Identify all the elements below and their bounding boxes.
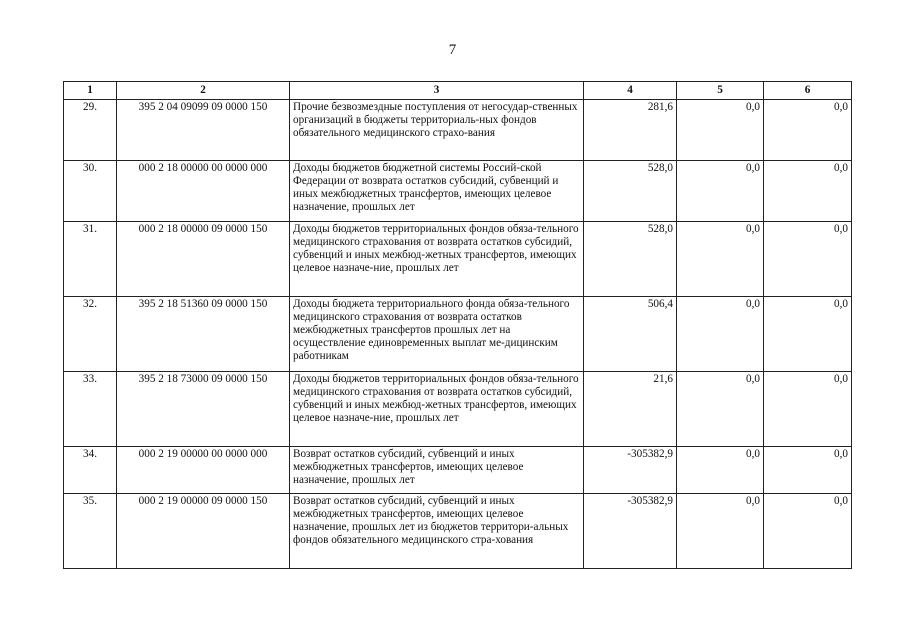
value-col-4: 528,0 (584, 222, 677, 297)
value-col-6: 0,0 (764, 494, 852, 569)
value-col-4: 528,0 (584, 161, 677, 222)
value-col-6: 0,0 (764, 161, 852, 222)
header-row (64, 82, 852, 100)
value-col-5: 0,0 (677, 447, 764, 494)
value-col-4: -305382,9 (584, 447, 677, 494)
budget-code: 000 2 19 00000 09 0000 150 (117, 494, 290, 569)
row-number: 30. (64, 161, 117, 222)
income-name: Возврат остатков субсидий, субвенций и иных межбюджетных трансфертов, имеющих целевое назначение, прошлых лет (290, 447, 584, 494)
budget-table (63, 81, 852, 569)
value-col-5: 0,0 (677, 372, 764, 447)
column-header-2: 2 (117, 82, 290, 100)
budget-code: 000 2 19 00000 00 0000 000 (117, 447, 290, 494)
table-row (64, 222, 852, 297)
row-number: 33. (64, 372, 117, 447)
value-col-6: 0,0 (764, 100, 852, 161)
table-row (64, 297, 852, 372)
value-col-6: 0,0 (764, 372, 852, 447)
table-row (64, 100, 852, 161)
value-col-6: 0,0 (764, 222, 852, 297)
value-col-5: 0,0 (677, 100, 764, 161)
table-row (64, 447, 852, 494)
income-name: Прочие безвозмездные поступления от негосудар-ственных организаций в бюджеты территориаль-ных фондов обязательного медицинского страхо-вания (290, 100, 584, 161)
value-col-4: 506,4 (584, 297, 677, 372)
income-name: Доходы бюджетов территориальных фондов обяза-тельного медицинского страхования от возврата остатков субсидий, субвенций и иных межбюд-жетных трансфертов, имеющих целевое назначе-ние, прошлых лет (290, 222, 584, 297)
value-col-5: 0,0 (677, 494, 764, 569)
row-number: 31. (64, 222, 117, 297)
row-number: 35. (64, 494, 117, 569)
budget-code: 000 2 18 00000 09 0000 150 (117, 222, 290, 297)
column-header-6: 6 (764, 82, 852, 100)
budget-code: 395 2 04 09099 09 0000 150 (117, 100, 290, 161)
column-header-3: 3 (290, 82, 584, 100)
table-row (64, 161, 852, 222)
income-name: Доходы бюджетов территориальных фондов обяза-тельного медицинского страхования от возврата остатков субсидий, субвенций и иных межбюд-жетных трансфертов, имеющих целевое назначе-ние, прошлых лет (290, 372, 584, 447)
value-col-5: 0,0 (677, 222, 764, 297)
table-row (64, 494, 852, 569)
table-row (64, 372, 852, 447)
column-header-5: 5 (677, 82, 764, 100)
row-number: 32. (64, 297, 117, 372)
value-col-4: 281,6 (584, 100, 677, 161)
value-col-5: 0,0 (677, 297, 764, 372)
column-header-1: 1 (64, 82, 117, 100)
budget-code: 395 2 18 51360 09 0000 150 (117, 297, 290, 372)
column-header-4: 4 (584, 82, 677, 100)
income-name: Возврат остатков субсидий, субвенций и иных межбюджетных трансфертов, имеющих целевое назначение, прошлых лет из бюджетов территори-альных фондов обязательного медицинского стра-хования (290, 494, 584, 569)
value-col-6: 0,0 (764, 447, 852, 494)
budget-code: 000 2 18 00000 00 0000 000 (117, 161, 290, 222)
value-col-4: -305382,9 (584, 494, 677, 569)
value-col-4: 21,6 (584, 372, 677, 447)
value-col-6: 0,0 (764, 297, 852, 372)
row-number: 29. (64, 100, 117, 161)
income-name: Доходы бюджетов бюджетной системы Россий-ской Федерации от возврата остатков субсидий, субвенций и иных межбюджетных трансфертов, имеющих целевое назначение, прошлых лет (290, 161, 584, 222)
page-number: 7 (448, 42, 457, 58)
budget-code: 395 2 18 73000 09 0000 150 (117, 372, 290, 447)
income-name: Доходы бюджета территориального фонда обяза-тельного медицинского страхования от возврата остатков межбюджетных трансфертов прошлых лет на осуществление единовременных выплат ме-дицинским работникам (290, 297, 584, 372)
value-col-5: 0,0 (677, 161, 764, 222)
row-number: 34. (64, 447, 117, 494)
